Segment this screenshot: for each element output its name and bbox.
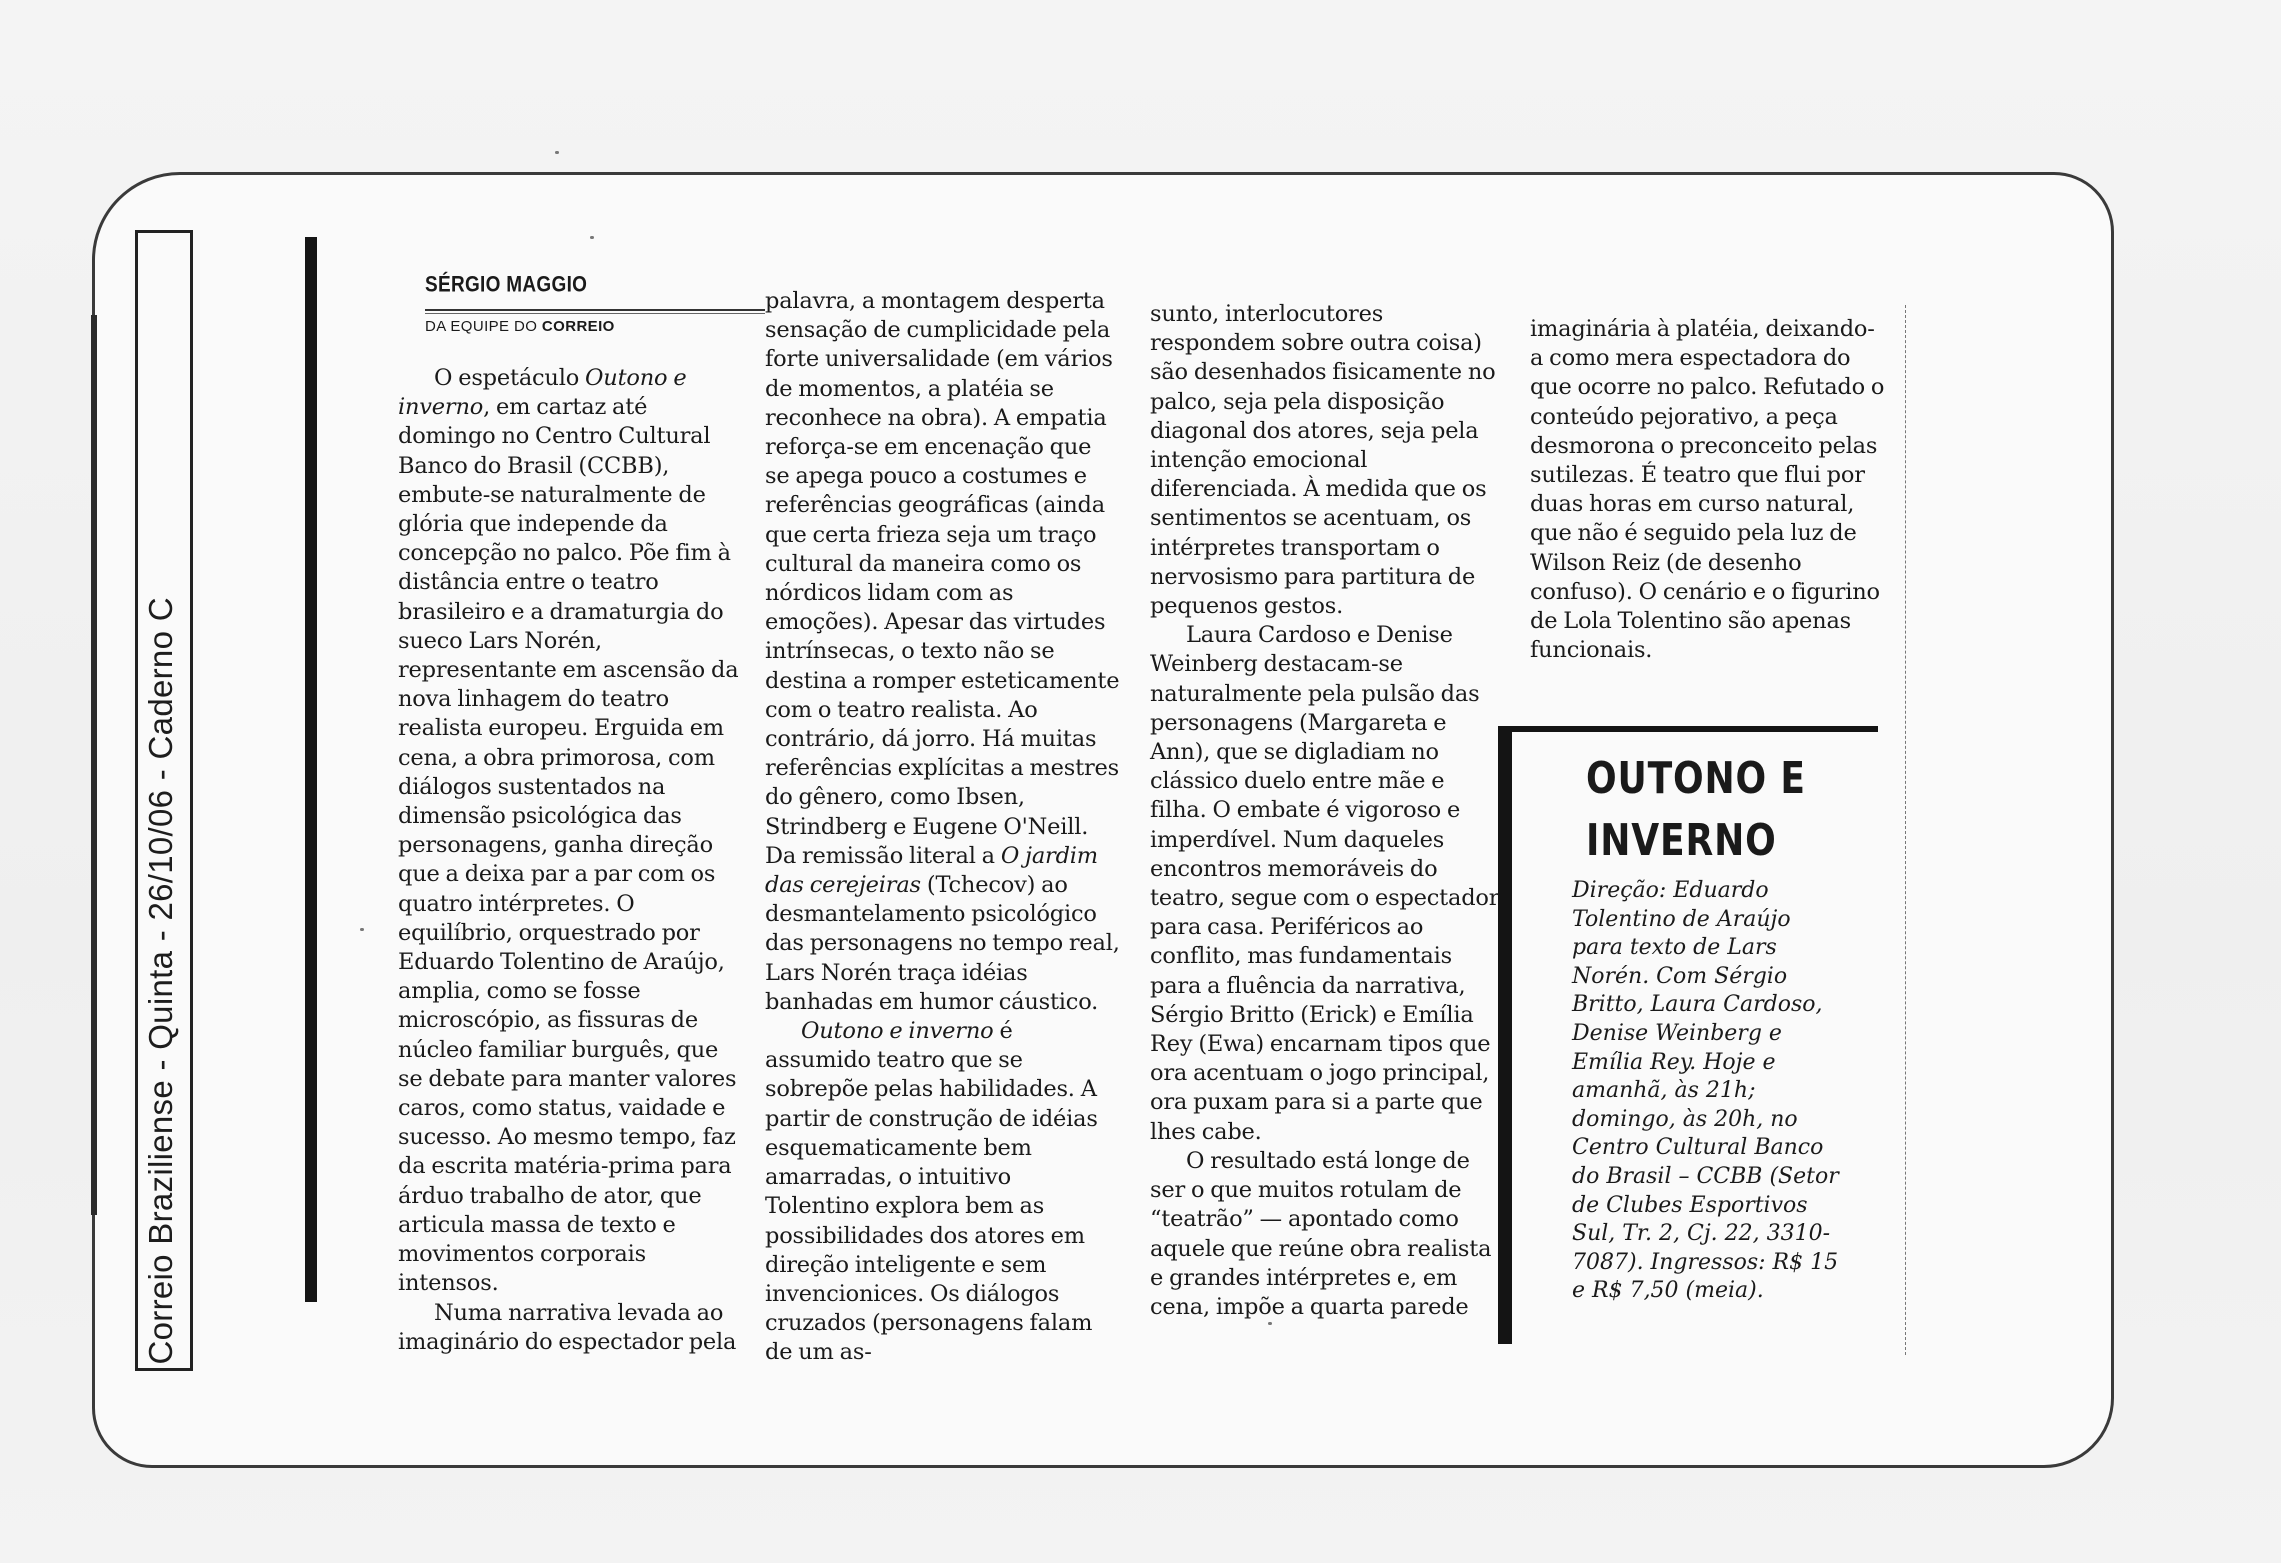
paragraph: [1150, 621, 1505, 1147]
scan-speck: [555, 151, 559, 154]
text-run: O resultado está longe de ser o que muitos rotulam de “teatrão” — apontado como aquele que reúne obra realista e grandes intérpretes e, em cena, impõe a quarta parede: [1150, 1147, 1492, 1320]
byline-author: SÉRGIO MAGGIO: [425, 273, 588, 298]
play-title-italic: O jardim das cerejeiras: [765, 842, 1098, 899]
info-box-text: Direção: Eduardo Tolentino de Araújo para texto de Lars Norén. Com Sérgio Britto, Laura Cardoso, Denise Weinberg e Emília Rey. Hoje e amanhã, às 21h; domingo, às 20h, no Centro Cultural Banco do Brasil – CCBB (Setor de Clubes Esportivos Sul, Tr. 2, Cj. 22, 3310-7087). Ingressos: R$ 15 e R$ 7,50 (meia).: [1572, 878, 1839, 1304]
article-column-2: [765, 287, 1120, 1368]
paragraph: [1150, 300, 1505, 621]
scan-speck: [1268, 1322, 1272, 1325]
text-run: , em cartaz até domingo no Centro Cultural Banco do Brasil (CCBB), embute-se naturalmente de glória que independe da concepção no palco. Põe fim à distância entre o teatro brasileiro e a dramaturgia do sueco Lars Norén, representante em ascensão da nova linhagem do teatro realista europeu. Erguida em cena, a obra primorosa, com diálogos sustentados na dimensão psicológica das personagens, ganha direção que a deixa par a par com os quatro intérpretes. O equilíbrio, orquestrado por Eduardo Tolentino de Araújo, amplia, como se fosse microscópio, as fissuras de núcleo familiar burguês, que se debate para manter valores caros, como status, vaidade e sucesso. Ao mesmo tempo, faz da escrita matéria-prima para árduo trabalho de ator, que articula massa de texto e movimentos corporais intensos.: [398, 394, 739, 1297]
paragraph: [1150, 1147, 1505, 1322]
text-run: O espetáculo: [434, 365, 586, 391]
byline-team: [425, 318, 615, 335]
text-run: Numa narrativa levada ao imaginário do espectador pela: [398, 1299, 737, 1355]
paragraph: [765, 287, 1120, 1017]
source-label: Correio Braziliense - Quinta - 26/10/06 - Caderno C: [142, 597, 179, 1365]
text-run: Laura Cardoso e Denise Weinberg destacam-se naturalmente pela pulsão das personagens (Margareta e Ann), que se digladiam no clássico duelo entre mãe e filha. O embate é vigoroso e imperdível. Num daqueles encontros memoráveis do teatro, segue com o espectador para casa. Periféricos ao conflito, mas fundamentais para a fluência da narrativa, Sérgio Britto (Erick) e Emília Rey (Ewa) encarnam tipos que ora acentuam o jogo principal, ora puxam para si a parte que lhes cabe.: [1150, 622, 1500, 1145]
byline-team-prefix: DA EQUIPE DO: [425, 318, 542, 335]
text-run: imaginária à platéia, deixando-a como mera espectadora do que ocorre no palco. Refutado o conteúdo pejorativo, a peça desmorona o preconceito pelas sutilezas. É teatro que flui por duas horas em curso natural, que não é seguido pela luz de Wilson Reiz (de desenho confuso). O cenário e o figurino de Lola Tolentino são apenas funcionais.: [1530, 316, 1885, 664]
play-title-italic: Outono e inverno: [801, 1018, 994, 1045]
paragraph: [398, 364, 743, 1299]
article-column-4: [1530, 315, 1885, 665]
text-run: palavra, a montagem desperta sensação de cumplicidade pela forte universalidade (em vários de momentos, a platéia se reconhece na obra). A empatia reforça-se em encenação que se apega pouco a costumes e referências geográficas (ainda que certa frieza seja um traço cultural da maneira como os nórdicos lidam com as emoções). Apesar das virtudes intrínsecas, o texto não se destina a romper esteticamente com o teatro realista. Ao contrário, dá jorro. Há muitas referências explícitas a mestres do gênero, como Ibsen, Strindberg e Eugene O'Neill. Da remissão literal a: [765, 288, 1120, 869]
paragraph: [765, 1017, 1120, 1367]
article-column-3: [1150, 300, 1505, 1322]
text-run: (Tchecov) ao desmantelamento psicológico das personagens no tempo real, Lars Norén traça idéias banhadas em humor cáustico.: [765, 872, 1120, 1015]
article-column-1: [398, 364, 743, 1357]
scan-speck: [590, 236, 594, 239]
article-left-rule: [305, 237, 317, 1302]
info-box-title: OUTONO E INVERNO: [1586, 753, 1806, 866]
byline-rule-thin: [425, 313, 765, 314]
paragraph: [398, 1299, 743, 1357]
play-title-italic: Outono e inverno: [398, 365, 687, 421]
byline-rule: [425, 309, 765, 311]
text-run: é assumido teatro que se sobrepõe pelas habilidades. A partir de construção de idéias esquematicamente bem amarradas, o intuitivo Tolentino explora bem as possibilidades dos atores em direção inteligente e sem invencionices. Os diálogos cruzados (personagens falam de um as-: [765, 1018, 1098, 1366]
scan-speck: [360, 928, 364, 931]
paragraph: [1530, 315, 1885, 665]
text-run: sunto, interlocutores respondem sobre outra coisa) são desenhados fisicamente no palco, seja pela disposição diagonal dos atores, seja pela intenção emocional diferenciada. À medida que os sentimentos se acentuam, os intérpretes transportam o nervosismo para partitura de pequenos gestos.: [1150, 301, 1496, 620]
byline-team-name: CORREIO: [541, 318, 615, 335]
column-divider: [1905, 305, 1907, 1355]
